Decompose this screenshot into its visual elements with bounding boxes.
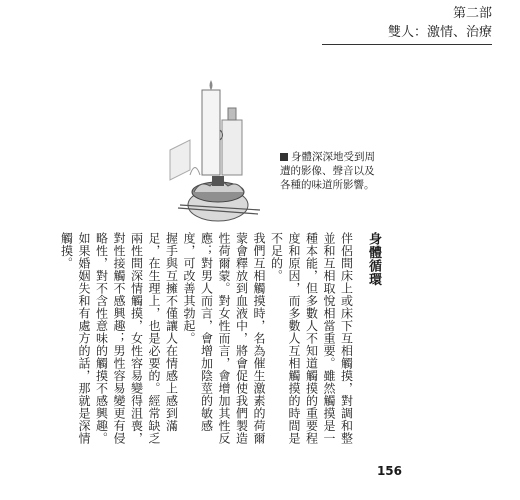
figure-caption — [280, 150, 380, 192]
page-number: 156 — [376, 464, 402, 478]
section-title: 身體循環 — [366, 232, 381, 286]
chapter-title: 雙人：激情、治療 — [387, 25, 492, 40]
bullet-icon — [280, 153, 288, 161]
body-text — [57, 232, 382, 450]
part-title: 第二部 — [452, 6, 492, 21]
caption-text: 身體深深地受到周遭的影像、聲音以及各種的味道所影響。 — [280, 151, 375, 191]
paragraph-2: 我們互相觸摸時，名為催生激素的荷爾蒙會釋放到血液中，將會促使我們製造性荷爾蒙。對女性而言，會增加其性反應；對男人而言，會增加陰莖的敏感度，可改善其勃起。 — [182, 232, 266, 445]
paragraph-1: 伴侶間床上或床下互相觸摸，對調和整並和互相取悅相當重要。雖然觸摸是一種本能，但多數人不知道觸摸的重要程度和原因，而多數人互相觸摸的時間是不足的。 — [269, 232, 354, 445]
paragraph-3: 握手與互擁不僅讓人在情感上感到滿足，在生理上，也是必要的。經常缺乏兩性間深情觸摸，女性容易變得沮喪，對性接觸不感興趣；男性容易變更有侵略性，對不含性意味的觸摸不感興趣。如果婚姻失和有處方的話，那就是深情觸摸。 — [59, 232, 179, 445]
candle-illustration — [160, 80, 270, 240]
running-header — [388, 6, 492, 42]
header-rule — [322, 44, 492, 45]
